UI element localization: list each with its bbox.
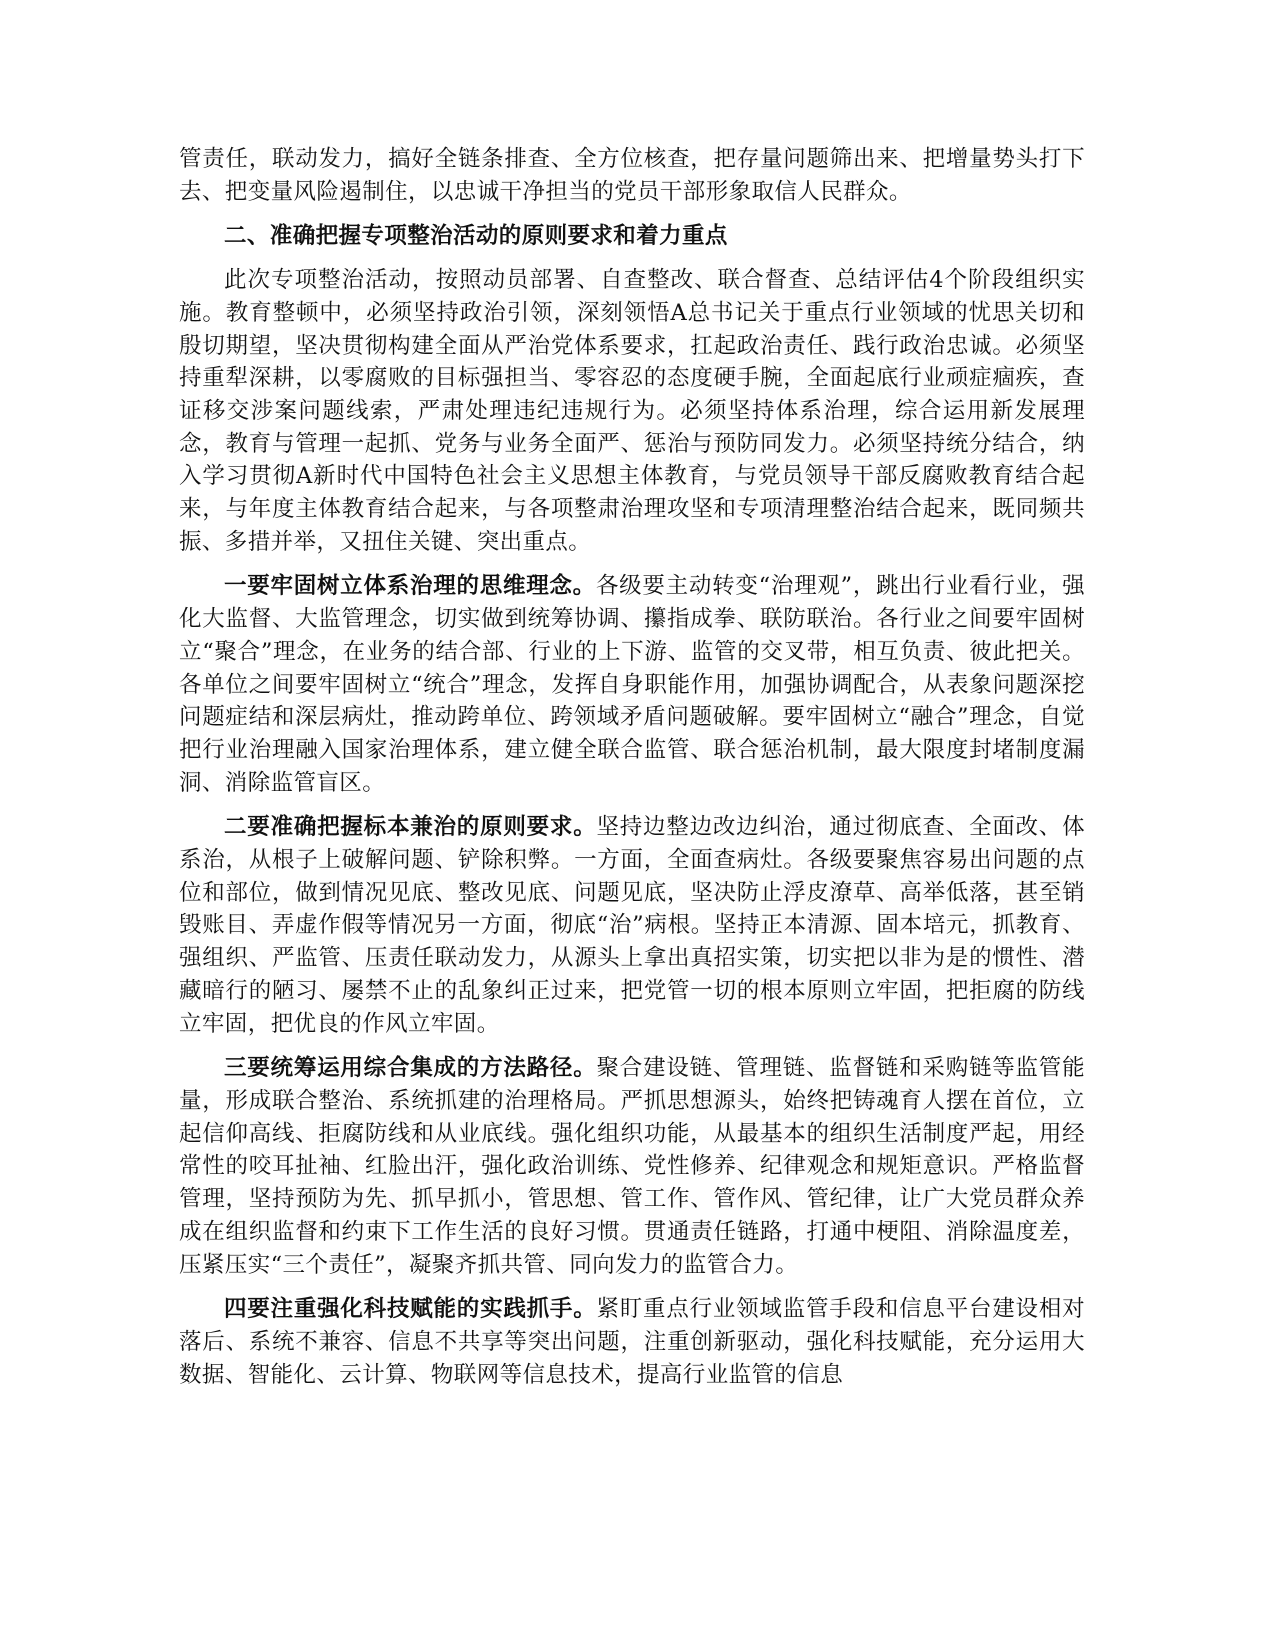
paragraph-point-4 <box>179 1293 1085 1391</box>
point-1-body: 各级要主动转变“治理观”，跳出行业看行业，强化大监督、大监管理念，切实做到统筹协调、攥指成拳、联防联治。各行业之间要牢固树立“聚合”理念，在业务的结合部、行业的上下游、监管的交叉带，相互负责、彼此把关。各单位之间要牢固树立“统合”理念，发挥自身职能作用，加强协调配合，从表象问题深挖问题症结和深层病灶，推动跨单位、跨领域矛盾问题破解。要牢固树立“融合”理念，自觉把行业治理融入国家治理体系，建立健全联合监管、联合惩治机制，最大限度封堵制度漏洞、消除监管盲区。 <box>179 573 1085 796</box>
point-1-lead: 一要牢固树立体系治理的思维理念。 <box>224 573 596 600</box>
point-3-lead: 三要统筹运用综合集成的方法路径。 <box>224 1055 597 1082</box>
point-4-lead: 四要注重强化科技赋能的实践抓手。 <box>224 1296 597 1323</box>
point-3-body: 聚合建设链、管理链、监督链和采购链等监管能量，形成联合整治、系统抓建的治理格局。严抓思想源头，始终把铸魂育人摆在首位，立起信仰高线、拒腐防线和从业底线。强化组织功能，从最基本的组织生活制度严起，用经常性的咬耳扯袖、红脸出汗，强化政治训练、党性修养、纪律观念和规矩意识。严格监督管理，坚持预防为先、抓早抓小，管思想、管工作、管作风、管纪律，让广大党员群众养成在组织监督和约束下工作生活的良好习惯。贯通责任链路，打通中梗阻、消除温度差，压紧压实“三个责任”，凝聚齐抓共管、同向发力的监管合力。 <box>179 1055 1085 1278</box>
document-page <box>179 143 1085 1391</box>
point-2-body: 坚持边整边改边纠治，通过彻底查、全面改、体系治，从根子上破解问题、铲除积弊。一方面，全面查病灶。各级要聚焦容易出问题的点位和部位，做到情况见底、整改见底、问题见底，坚决防止浮皮潦草、高举低落，甚至销毁账目、弄虚作假等情况另一方面，彻底“治”病根。坚持正本清源、固本培元，抓教育、强组织、严监管、压责任联动发力，从源头上拿出真招实策，切实把以非为是的惯性、潜藏暗行的陋习、屡禁不止的乱象纠正过来，把党管一切的根本原则立牢固，把拒腐的防线立牢固，把优良的作风立牢固。 <box>179 814 1085 1037</box>
paragraph-point-1 <box>179 570 1085 799</box>
point-2-lead: 二要准确把握标本兼治的原则要求。 <box>224 814 597 841</box>
paragraph-principles: 此次专项整治活动，按照动员部署、自查整改、联合督查、总结评估4个阶段组织实施。教育整顿中，必须坚持政治引领，深刻领悟A总书记关于重点行业领域的忧思关切和殷切期望，坚决贯彻构建全面从严治党体系要求，扛起政治责任、践行政治忠诚。必须坚持重犁深耕，以零腐败的目标强担当、零容忍的态度硬手腕，全面起底行业顽症痼疾，查证移交涉案问题线索，严肃处理违纪违规行为。必须坚持体系治理，综合运用新发展理念，教育与管理一起抓、党务与业务全面严、惩治与预防同发力。必须坚持统分结合，纳入学习贯彻A新时代中国特色社会主义思想主体教育，与党员领导干部反腐败教育结合起来，与年度主体教育结合起来，与各项整肃治理攻坚和专项清理整治结合起来，既同频共振、多措并举，又扭住关键、突出重点。 <box>179 267 1085 555</box>
section-heading: 二、准确把握专项整治活动的原则要求和着力重点 <box>224 223 728 250</box>
point-4-body: 紧盯重点行业领域监管手段和信息平台建设相对落后、系统不兼容、信息不共享等突出问题，注重创新驱动，强化科技赋能，充分运用大数据、智能化、云计算、物联网等信息技术，提高行业监管的信息 <box>179 1296 1085 1388</box>
paragraph-continuation: 管责任，联动发力，搞好全链条排查、全方位核查，把存量问题筛出来、把增量势头打下去、把变量风险遏制住，以忠诚干净担当的党员干部形象取信人民群众。 <box>179 146 1085 205</box>
paragraph-point-2 <box>179 811 1085 1040</box>
paragraph-point-3 <box>179 1052 1085 1281</box>
